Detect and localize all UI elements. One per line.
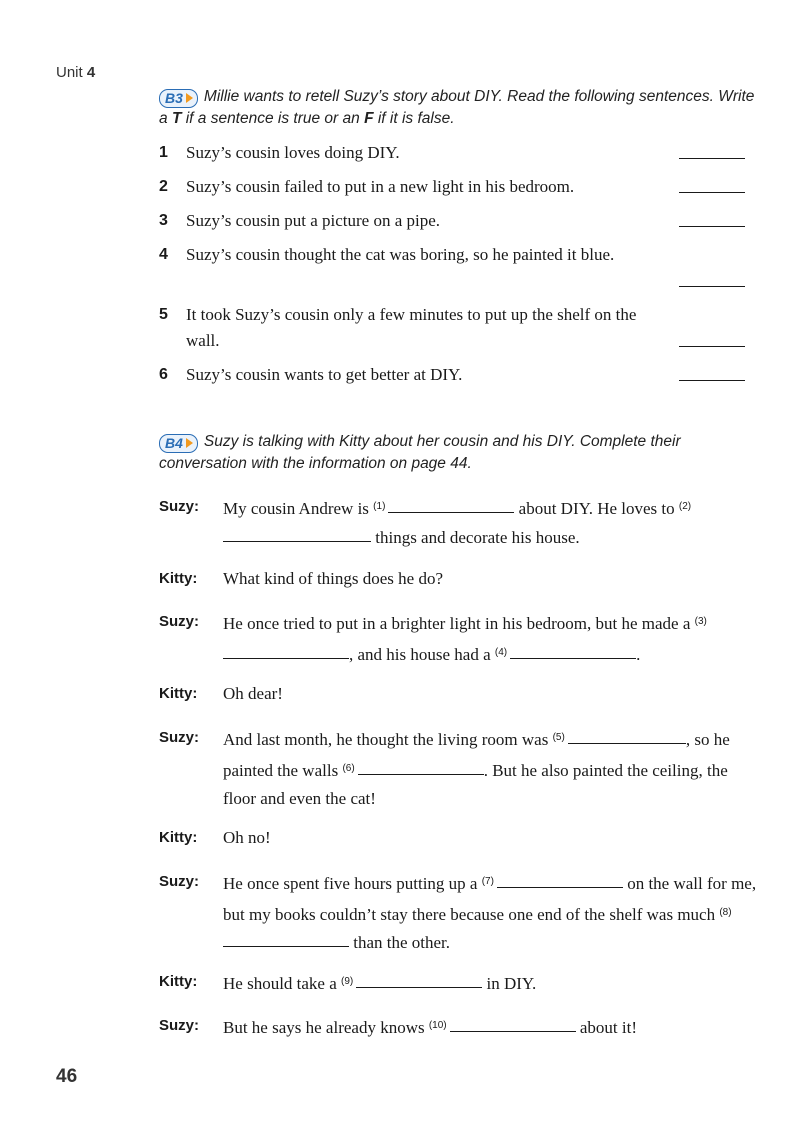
speaker-suzy: Suzy: bbox=[159, 1017, 200, 1034]
speech-text: What kind of things does he do? bbox=[223, 569, 444, 588]
tf-item-text: Suzy’s cousin failed to put in a new light in his bedroom. bbox=[186, 177, 575, 196]
speech-part: things and decorate his house. bbox=[371, 527, 580, 547]
tf-item-text: Suzy’s cousin loves doing DIY. bbox=[186, 143, 400, 162]
speech-text bbox=[223, 493, 759, 552]
answer-line[interactable] bbox=[679, 286, 745, 287]
speech-part: He once spent five hours putting up a bbox=[223, 874, 482, 893]
blank-6[interactable] bbox=[358, 759, 484, 775]
tf-item-text: It took Suzy’s cousin only a few minutes to put up the shelf on the wall. bbox=[186, 305, 637, 350]
tf-item bbox=[159, 208, 745, 234]
b4-badge-code: B4 bbox=[165, 435, 183, 451]
blank-2[interactable] bbox=[223, 526, 371, 542]
b3-badge-code: B3 bbox=[165, 90, 183, 106]
speech-part: in DIY. bbox=[482, 974, 537, 993]
speech-part: . But he also painted the ceiling, the floor and even the cat! bbox=[223, 760, 728, 808]
speech-part: But he says he already knows bbox=[223, 1018, 429, 1037]
blank-10[interactable] bbox=[450, 1016, 576, 1032]
speaker-suzy: Suzy: bbox=[159, 873, 200, 890]
speech-text bbox=[223, 724, 759, 814]
blank-number: (5) bbox=[552, 732, 565, 743]
speaker-kitty: Kitty: bbox=[159, 973, 198, 990]
blank-number: (7) bbox=[481, 876, 494, 887]
tf-item bbox=[159, 140, 745, 166]
tf-item-number: 2 bbox=[159, 178, 168, 195]
blank-1[interactable] bbox=[388, 497, 514, 513]
tf-item-number: 5 bbox=[159, 306, 168, 323]
answer-line[interactable] bbox=[679, 380, 745, 381]
unit-label bbox=[56, 64, 95, 81]
play-arrow-icon bbox=[186, 93, 193, 103]
b3-instruction-text-1: Millie wants to retell Suzy’s story about DIY. Read the following sentences. Write a bbox=[159, 88, 755, 127]
speech-text bbox=[223, 968, 759, 999]
speaker-kitty: Kitty: bbox=[159, 570, 198, 587]
blank-5[interactable] bbox=[568, 728, 686, 744]
answer-line[interactable] bbox=[679, 158, 745, 159]
speaker-kitty: Kitty: bbox=[159, 685, 198, 702]
speech-text bbox=[223, 868, 759, 958]
blank-number: (2) bbox=[678, 501, 692, 512]
speech-part: about it! bbox=[575, 1018, 638, 1037]
tf-item bbox=[159, 242, 745, 294]
tf-item-number: 3 bbox=[159, 212, 168, 229]
blank-number: (6) bbox=[342, 762, 355, 774]
tf-item-number: 4 bbox=[159, 246, 168, 263]
tf-item-number: 1 bbox=[159, 144, 168, 161]
speaker-suzy: Suzy: bbox=[159, 729, 200, 746]
speech-part: And last month, he thought the living room was bbox=[223, 730, 553, 749]
speech-part: My cousin Andrew is bbox=[223, 499, 374, 518]
speech-part: on the wall for me, but my books couldn’t stay there because one end of the shelf was much bbox=[223, 874, 757, 924]
speech-text: Oh dear! bbox=[223, 684, 283, 703]
b3-badge bbox=[159, 89, 198, 108]
speech-text bbox=[223, 608, 759, 669]
speech-part: . bbox=[636, 644, 641, 664]
blank-number: (4) bbox=[494, 646, 508, 658]
blank-4[interactable] bbox=[510, 643, 636, 659]
b3-instruction-f: F bbox=[364, 110, 374, 127]
answer-line[interactable] bbox=[679, 346, 745, 347]
b4-instruction-text: Suzy is talking with Kitty about her cousin and his DIY. Complete their conversation with the information on page 44. bbox=[159, 433, 681, 472]
page-number: 46 bbox=[56, 1066, 78, 1087]
blank-number: (1) bbox=[373, 501, 386, 512]
unit-number: 4 bbox=[86, 64, 96, 81]
answer-line[interactable] bbox=[679, 226, 745, 227]
speech-text: Oh no! bbox=[223, 828, 271, 847]
b4-badge bbox=[159, 434, 198, 453]
tf-item bbox=[159, 302, 745, 354]
tf-item-text: Suzy’s cousin put a picture on a pipe. bbox=[186, 211, 441, 230]
blank-number: (9) bbox=[341, 976, 354, 987]
speaker-suzy: Suzy: bbox=[159, 613, 200, 630]
blank-8[interactable] bbox=[223, 931, 349, 947]
speech-part: than the other. bbox=[349, 933, 451, 952]
b3-instructions bbox=[159, 86, 759, 130]
blank-number: (3) bbox=[694, 616, 707, 627]
unit-word: Unit bbox=[56, 64, 83, 81]
speech-part: He should take a bbox=[223, 974, 342, 993]
speaker-suzy: Suzy: bbox=[159, 498, 200, 515]
play-arrow-icon bbox=[186, 438, 193, 448]
speech-part: , and his house had a bbox=[349, 644, 495, 664]
speaker-kitty: Kitty: bbox=[159, 829, 198, 846]
speech-part: about DIY. He loves to bbox=[514, 499, 679, 518]
blank-9[interactable] bbox=[356, 972, 482, 988]
blank-number: (8) bbox=[719, 906, 732, 918]
b4-instructions bbox=[159, 431, 759, 475]
speech-part: He once tried to put in a brighter light in his bedroom, but he made a bbox=[223, 614, 695, 633]
b3-instruction-text-2: if a sentence is true or an bbox=[181, 110, 365, 127]
tf-item bbox=[159, 174, 745, 200]
tf-item-text: Suzy’s cousin thought the cat was boring, so he painted it blue. bbox=[186, 245, 615, 264]
speech-text bbox=[223, 1012, 759, 1043]
b3-instruction-t: T bbox=[171, 110, 182, 127]
b3-instruction-text-3: if it is false. bbox=[373, 110, 455, 127]
tf-item-text: Suzy’s cousin wants to get better at DIY. bbox=[186, 365, 463, 384]
blank-number: (10) bbox=[428, 1020, 447, 1031]
blank-7[interactable] bbox=[497, 872, 623, 888]
tf-item-number: 6 bbox=[159, 366, 168, 383]
speech-part: , so he painted the walls bbox=[223, 730, 730, 780]
blank-3[interactable] bbox=[223, 643, 349, 659]
answer-line[interactable] bbox=[679, 192, 745, 193]
tf-item bbox=[159, 362, 745, 388]
